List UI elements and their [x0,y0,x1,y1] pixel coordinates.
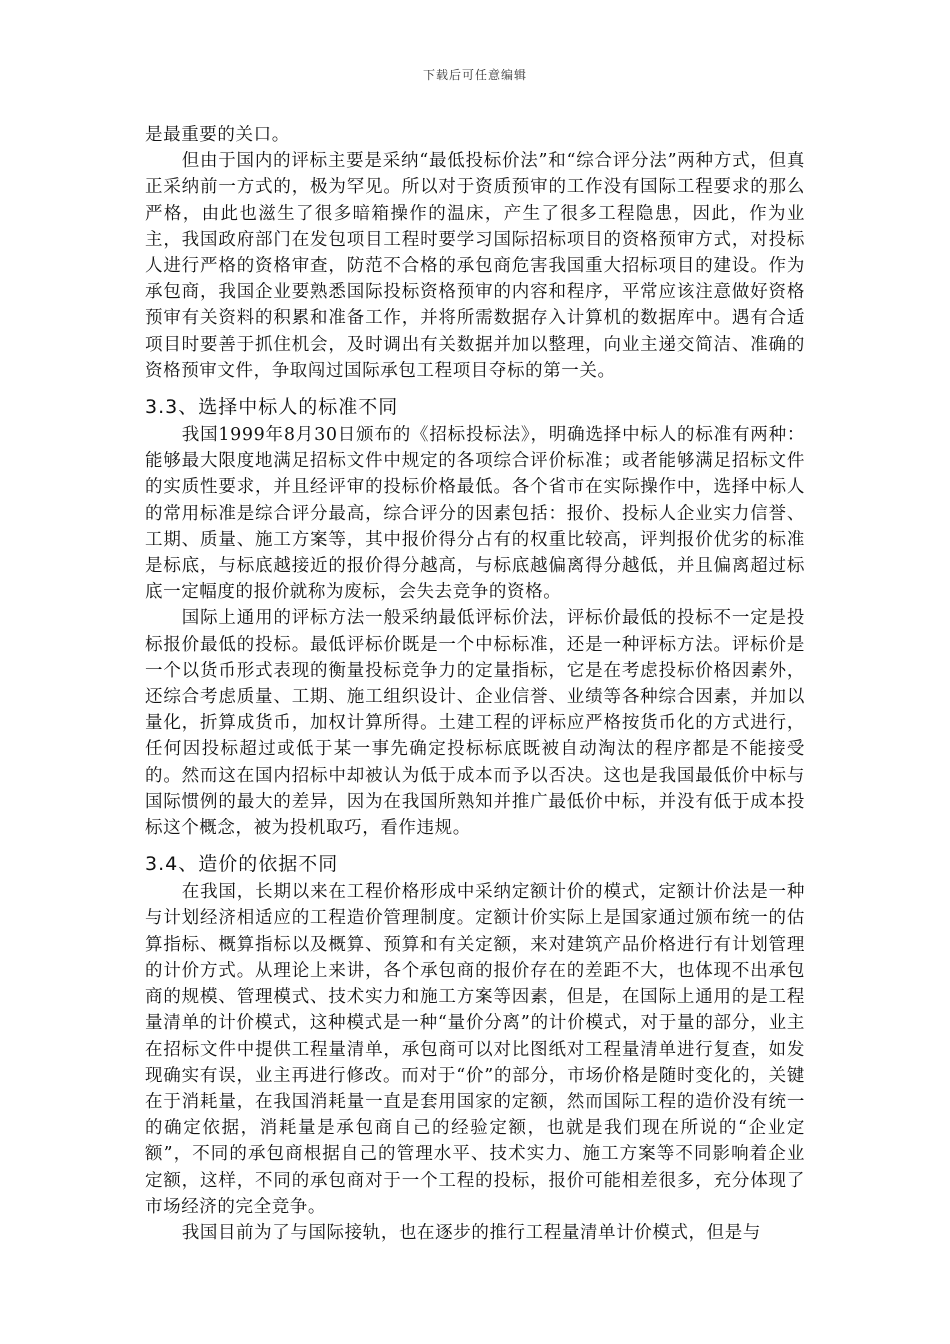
paragraph-quota-pricing: 在我国，长期以来在工程价格形成中采纳定额计价的模式，定额计价法是一种与计划经济相适应的工程造价管理制度。定额计价实际上是国家通过颁布统一的估算指标、概算指标以及概算、预算和有关定额，来对建筑产品价格进行有计划管理的计价方式。从理论上来讲，各个承包商的报价存在的差距不大，也体现不出承包商的规模、管理模式、技术实力和施工方案等因素，但是，在国际上通用的是工程量清单的计价模式，这种模式是一种“量价分离”的计价模式，对于量的部分，业主在招标文件中提供工程量清单，承包商可以对比图纸对工程量清单进行复查，如发现确实有误，业主再进行修改。而对于“价”的部分，市场价格是随时变化的，关键在于消耗量，在我国消耗量一直是套用国家的定额，然而国际工程的造价没有统一的确定依据，消耗量是承包商自己的经验定额，也就是我们现在所说的“企业定额”，不同的承包商根据自己的管理水平、技术实力、施工方案等不同影响着企业定额，这样，不同的承包商对于一个工程的投标，报价可能相差很多，充分体现了市场经济的完全竞争。 [145,882,805,1217]
section-heading-3-3: 3.3、选择中标人的标准不同 [145,396,399,419]
page-header: 下载后可任意编辑 [422,68,527,82]
paragraph-bid-law: 我国1999年8月30日颁布的《招标投标法》，明确选择中标人的标准有两种：能够最大限度地满足招标文件中规定的各项综合评价标准；或者能够满足招标文件的实质性要求，并且经评审的投标价格最低。各个省市在实际操作中，选择中标人的常用标准是综合评分最高，综合评分的因素包括：报价、投标人企业实力信誉、工期、质量、施工方案等，其中报价得分占有的权重比较高，评判报价优劣的标准是标底，与标底越接近的报价得分越高，与标底越偏离得分越低，并且偏离超过标底一定幅度的报价就称为废标，会失去竞争的资格。 [145,425,805,603]
section-heading-3-4: 3.4、造价的依据不同 [145,853,339,876]
paragraph-intro: 是最重要的关口。 [145,125,290,145]
document-body [145,122,805,1246]
paragraph-prequalification: 但由于国内的评标主要是采纳“最低投标价法”和“综合评分法”两种方式，但真正采纳前一方式的，极为罕见。所以对于资质预审的工作没有国际工程要求的那么严格，由此也滋生了很多暗箱操作的温床，产生了很多工程隐患，因此，作为业主，我国政府部门在发包项目工程时要学习国际招标项目的资格预审方式，对投标人进行严格的资格审查，防范不合格的承包商危害我国重大招标项目的建设。作为承包商，我国企业要熟悉国际投标资格预审的内容和程序，平常应该注意做好资格预审有关资料的积累和准备工作，并将所需数据存入计算机的数据库中。遇有合适项目时要善于抓住机会，及时调出有关数据并加以整理，向业主递交简洁、准确的资格预审文件，争取闯过国际承包工程项目夺标的第一关。 [145,151,805,381]
paragraph-current-reform: 我国目前为了与国际接轨，也在逐步的推行工程量清单计价模式，但是与 [181,1222,761,1243]
paragraph-international-evaluation: 国际上通用的评标方法一般采纳最低评标价法，评标价最低的投标不一定是投标报价最低的投标。最低评标价既是一个中标标准，还是一种评标方法。评标价是一个以货币形式表现的衡量投标竞争力的定量指标，它是在考虑投标价格因素外，还综合考虑质量、工期、施工组织设计、企业信誉、业绩等各种综合因素，并加以量化，折算成货币，加权计算所得。土建工程的评标应严格按货币化的方式进行，任何因投标超过或低于某一事先确定投标标底既被自动淘汰的程序都是不能接受的。然而这在国内招标中却被认为低于成本而予以否决。这也是我国最低价中标与国际惯例的最大的差异，因为在我国所熟知并推广最低价中标，并没有低于成本投标这个概念，被为投机取巧，看作违规。 [145,608,805,839]
